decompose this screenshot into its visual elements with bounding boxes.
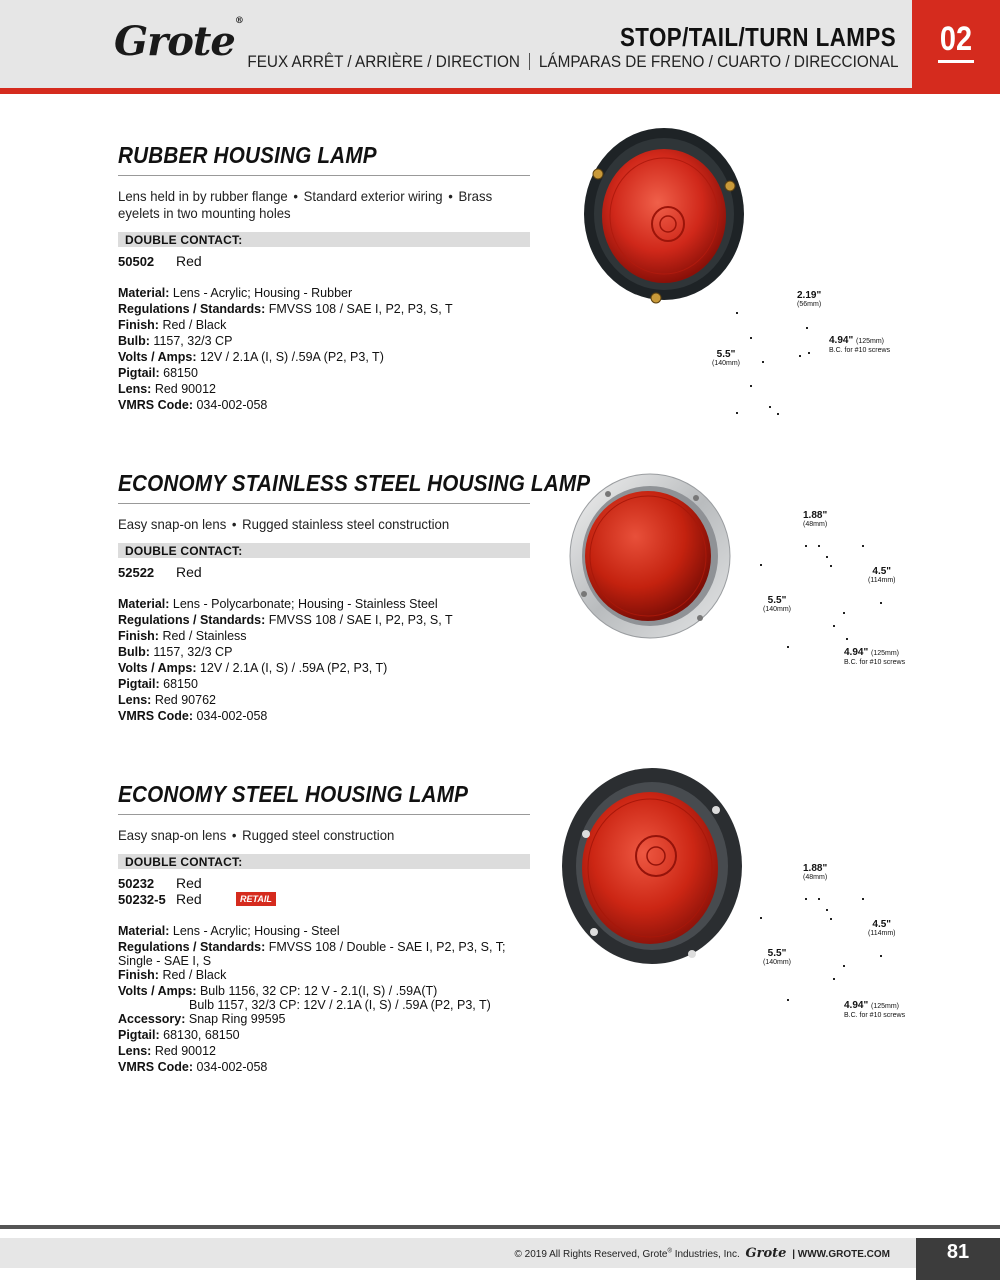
spec-material: Material: Lens - Polycarbonate; Housing - Stainless Steel — [118, 597, 438, 611]
footer-website: | WWW.GROTE.COM — [792, 1249, 890, 1260]
spec-accessory: Accessory: Snap Ring 99595 — [118, 1012, 286, 1026]
section-title: STOP/TAIL/TURN LAMPS — [619, 22, 896, 52]
product-description: Easy snap-on lens • Rugged stainless steel construction — [118, 516, 450, 532]
bolt-circle-dimension: 4.94" (125mm) B.C. for #10 screws — [844, 647, 906, 666]
title-rule — [118, 503, 530, 504]
title-rule — [118, 175, 530, 176]
header-red-rule — [0, 88, 1000, 94]
contact-label: DOUBLE CONTACT: — [118, 854, 530, 869]
footer-rule — [0, 1225, 1000, 1229]
spec-lens: Lens: Red 90762 — [118, 693, 216, 707]
part-number: 50232-5 — [118, 891, 166, 907]
spec-finish: Finish: Red / Black — [118, 968, 227, 982]
spec-material: Material: Lens - Acrylic; Housing - Steel — [118, 924, 340, 938]
spec-list — [118, 596, 530, 724]
product-description: Lens held in by rubber flange • Standard exterior wiring • Brass eyelets in two mounting holes — [118, 188, 493, 221]
spec-volts: Volts / Amps: Bulb 1156, 32 CP: 12 V - 2.1(I, S) / .59A(T) — [118, 984, 438, 998]
spec-volts: Volts / Amps: 12V / 2.1A (I, S) /.59A (P2, P3, T) — [118, 350, 384, 364]
product-title: RUBBER HOUSING LAMP — [118, 142, 377, 168]
spec-pigtail: Pigtail: 68150 — [118, 677, 198, 691]
product-title: ECONOMY STAINLESS STEEL HOUSING LAMP — [118, 470, 591, 496]
part-row — [118, 875, 530, 891]
product-rubber-housing-lamp — [118, 142, 530, 413]
spec-volts: Volts / Amps: 12V / 2.1A (I, S) / .59A (P2, P3, T) — [118, 661, 388, 675]
product-title: ECONOMY STEEL HOUSING LAMP — [118, 781, 469, 807]
page-number: 81 — [946, 1241, 970, 1263]
section-subtitle — [247, 52, 898, 72]
title-rule — [118, 814, 530, 815]
diameter-dimension: 5.5" (140mm) — [763, 595, 792, 613]
spec-list — [118, 285, 530, 413]
part-number: 50502 — [118, 253, 155, 269]
grote-logo: Grote® — [114, 15, 243, 65]
spec-finish: Finish: Red / Black — [118, 318, 227, 332]
contact-label: DOUBLE CONTACT: — [118, 232, 530, 247]
part-number: 52522 — [118, 564, 155, 580]
spec-vmrs: VMRS Code: 034-002-058 — [118, 1060, 268, 1074]
part-color: Red — [176, 564, 202, 580]
diameter-dimension: 5.5" (140mm) — [763, 948, 792, 966]
spec-regulations-cont: Single - SAE I, S — [118, 954, 212, 968]
spec-regulations: Regulations / Standards: FMVSS 108 / SAE I, P2, P3, S, T — [118, 302, 453, 316]
part-row — [118, 564, 530, 580]
inner-dimension: 4.5" (114mm) — [868, 566, 896, 584]
spec-vmrs: VMRS Code: 034-002-058 — [118, 709, 268, 723]
rubber-housing-lamp-image — [580, 126, 748, 308]
spec-material: Material: Lens - Acrylic; Housing - Rubber — [118, 286, 353, 300]
page-number-box — [916, 1238, 1000, 1280]
part-color: Red — [176, 891, 202, 907]
spec-pigtail: Pigtail: 68150 — [118, 366, 198, 380]
retail-badge: RETAIL — [236, 892, 276, 906]
product-economy-steel-housing-lamp — [118, 781, 530, 1075]
inner-dimension: 4.5" (114mm) — [868, 919, 896, 937]
spec-bulb: Bulb: 1157, 32/3 CP — [118, 645, 233, 659]
part-number: 50232 — [118, 875, 155, 891]
section-number: 02 — [939, 20, 973, 58]
section-number-box — [912, 0, 1000, 88]
depth-dimension: 1.88" (48mm) — [803, 510, 828, 528]
spec-lens: Lens: Red 90012 — [118, 1044, 216, 1058]
part-color: Red — [176, 253, 202, 269]
steel-housing-lamp-image — [556, 764, 748, 970]
section-number-underline — [938, 60, 974, 63]
depth-dimension: 2.19" (56mm) — [797, 290, 822, 308]
spec-lens: Lens: Red 90012 — [118, 382, 216, 396]
subtitle-spanish: LÁMPARAS DE FRENO / CUARTO / DIRECCIONAL — [538, 52, 898, 71]
bolt-circle-dimension: 4.94" (125mm) B.C. for #10 screws — [829, 335, 891, 354]
contact-label: DOUBLE CONTACT: — [118, 543, 530, 558]
diameter-dimension: 5.5" (140mm) — [712, 349, 741, 367]
part-row — [118, 253, 530, 269]
part-row — [118, 891, 530, 907]
spec-regulations: Regulations / Standards: FMVSS 108 / SAE I, P2, P3, S, T — [118, 613, 453, 627]
subtitle-french: FEUX ARRÊT / ARRIÈRE / DIRECTION — [246, 52, 520, 71]
part-color: Red — [176, 875, 202, 891]
spec-finish: Finish: Red / Stainless — [118, 629, 247, 643]
spec-regulations: Regulations / Standards: FMVSS 108 / Double - SAE I, P2, P3, S, T; — [118, 940, 506, 954]
stainless-steel-lamp-image — [566, 470, 734, 642]
spec-volts-cont: Bulb 1157, 32/3 CP: 12V / 2.1A (I, S) / .59A (P2, P3, T) — [189, 998, 491, 1012]
footer-copyright: © 2019 All Rights Reserved, Grote® Industries, Inc. Grote | WWW.GROTE.COM — [514, 1246, 890, 1261]
spec-list — [118, 923, 530, 1075]
spec-pigtail: Pigtail: 68130, 68150 — [118, 1028, 240, 1042]
spec-vmrs: VMRS Code: 034-002-058 — [118, 398, 268, 412]
product-economy-stainless-steel-housing-lamp — [118, 470, 591, 724]
depth-dimension: 1.88" (48mm) — [803, 863, 828, 881]
bolt-circle-dimension: 4.94" (125mm) B.C. for #10 screws — [844, 1000, 906, 1019]
page-header — [0, 0, 1000, 88]
footer-grote-logo: Grote — [745, 1246, 787, 1261]
product-description: Easy snap-on lens • Rugged steel construction — [118, 827, 395, 843]
spec-bulb: Bulb: 1157, 32/3 CP — [118, 334, 233, 348]
